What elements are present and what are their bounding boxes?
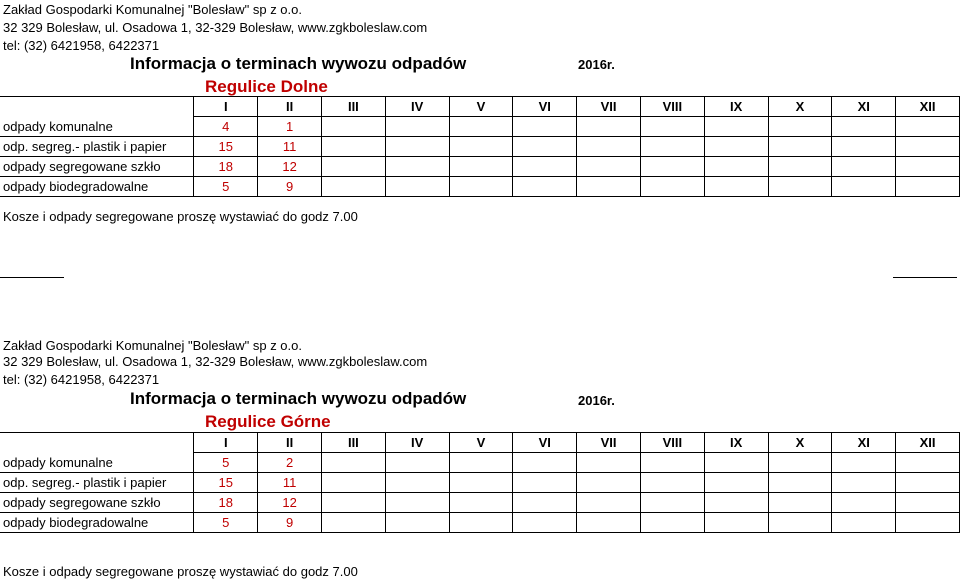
waste-type-label: odpady biodegradowalne: [0, 177, 194, 197]
month-header: V: [449, 433, 513, 453]
date-cell: [896, 513, 960, 533]
date-cell: [768, 117, 832, 137]
collection-schedule-table: [0, 96, 960, 197]
date-cell: 5: [194, 177, 258, 197]
waste-type-label: odpady komunalne: [0, 453, 194, 473]
date-cell: [768, 137, 832, 157]
date-cell: [513, 137, 577, 157]
month-header-row: [0, 433, 960, 453]
date-cell: 9: [258, 177, 322, 197]
date-cell: [832, 177, 896, 197]
waste-type-label: odpady segregowane szkło: [0, 493, 194, 513]
date-cell: [640, 473, 704, 493]
date-cell: [449, 177, 513, 197]
date-cell: [577, 513, 641, 533]
month-header: VII: [577, 433, 641, 453]
date-cell: [385, 513, 449, 533]
date-cell: [640, 177, 704, 197]
date-cell: [768, 513, 832, 533]
date-cell: [896, 177, 960, 197]
date-cell: [768, 453, 832, 473]
date-cell: [513, 453, 577, 473]
table-row: [0, 137, 960, 157]
date-cell: [577, 117, 641, 137]
cut-line-left: [0, 277, 64, 278]
month-header: VIII: [640, 433, 704, 453]
date-cell: [577, 473, 641, 493]
waste-type-label: odp. segreg.- plastik i papier: [0, 137, 194, 157]
date-cell: [385, 137, 449, 157]
date-cell: [577, 177, 641, 197]
year-label: 2016r.: [578, 393, 615, 408]
waste-type-label: odpady komunalne: [0, 117, 194, 137]
waste-type-label: odpady segregowane szkło: [0, 157, 194, 177]
month-header: XI: [832, 433, 896, 453]
date-cell: [449, 157, 513, 177]
month-header: II: [258, 433, 322, 453]
date-cell: [704, 513, 768, 533]
date-cell: 2: [258, 453, 322, 473]
company-address: 32 329 Bolesław, ul. Osadowa 1, 32-329 Bolesław, www.zgkboleslaw.com: [3, 354, 428, 369]
date-cell: [704, 117, 768, 137]
month-header: XII: [896, 97, 960, 117]
date-cell: 9: [258, 513, 322, 533]
date-cell: [321, 117, 385, 137]
place-name: Regulice Dolne: [205, 77, 328, 96]
month-header: VI: [513, 433, 577, 453]
date-cell: [768, 177, 832, 197]
month-header: III: [321, 97, 385, 117]
date-cell: [385, 453, 449, 473]
date-cell: [640, 157, 704, 177]
date-cell: [385, 493, 449, 513]
date-cell: [640, 117, 704, 137]
waste-type-label: odp. segreg.- plastik i papier: [0, 473, 194, 493]
date-cell: 18: [194, 493, 258, 513]
table-row: [0, 473, 960, 493]
month-header: IV: [385, 433, 449, 453]
header-blank-cell: [0, 433, 194, 453]
date-cell: 12: [258, 493, 322, 513]
date-cell: [449, 513, 513, 533]
date-cell: [321, 513, 385, 533]
date-cell: 4: [194, 117, 258, 137]
date-cell: [449, 493, 513, 513]
collection-note: Kosze i odpady segregowane proszę wystawiać do godz 7.00: [3, 209, 358, 224]
date-cell: [577, 453, 641, 473]
date-cell: 5: [194, 513, 258, 533]
date-cell: [832, 137, 896, 157]
date-cell: [896, 157, 960, 177]
date-cell: 15: [194, 473, 258, 493]
date-cell: [513, 117, 577, 137]
date-cell: [640, 453, 704, 473]
date-cell: [896, 453, 960, 473]
date-cell: 11: [258, 473, 322, 493]
date-cell: [832, 157, 896, 177]
date-cell: [832, 513, 896, 533]
date-cell: [449, 117, 513, 137]
date-cell: [832, 473, 896, 493]
date-cell: [640, 513, 704, 533]
date-cell: [385, 473, 449, 493]
month-header: XII: [896, 433, 960, 453]
date-cell: [768, 493, 832, 513]
date-cell: [704, 493, 768, 513]
date-cell: [704, 137, 768, 157]
date-cell: [704, 453, 768, 473]
month-header: IV: [385, 97, 449, 117]
date-cell: [896, 493, 960, 513]
date-cell: [385, 177, 449, 197]
table-row: [0, 177, 960, 197]
month-header: I: [194, 97, 258, 117]
collection-note: Kosze i odpady segregowane proszę wystawiać do godz 7.00: [3, 564, 358, 579]
date-cell: 12: [258, 157, 322, 177]
date-cell: [768, 473, 832, 493]
month-header: X: [768, 433, 832, 453]
table-row: [0, 453, 960, 473]
month-header: IX: [704, 97, 768, 117]
month-header: VI: [513, 97, 577, 117]
date-cell: [896, 137, 960, 157]
date-cell: [321, 493, 385, 513]
date-cell: [321, 137, 385, 157]
date-cell: [577, 157, 641, 177]
date-cell: [321, 473, 385, 493]
date-cell: [640, 137, 704, 157]
date-cell: [832, 453, 896, 473]
collection-schedule-table: [0, 432, 960, 533]
date-cell: [513, 177, 577, 197]
date-cell: 1: [258, 117, 322, 137]
table-row: [0, 117, 960, 137]
date-cell: 18: [194, 157, 258, 177]
company-phone: tel: (32) 6421958, 6422371: [3, 372, 160, 387]
month-header: IX: [704, 433, 768, 453]
date-cell: [832, 117, 896, 137]
date-cell: [896, 117, 960, 137]
date-cell: 5: [194, 453, 258, 473]
table-row: [0, 157, 960, 177]
date-cell: [577, 137, 641, 157]
month-header: X: [768, 97, 832, 117]
date-cell: 15: [194, 137, 258, 157]
date-cell: [321, 453, 385, 473]
cut-line-right: [893, 277, 957, 278]
page-title: Informacja o terminach wywozu odpadów: [130, 389, 467, 408]
header-blank-cell: [0, 97, 194, 117]
date-cell: [449, 137, 513, 157]
month-header: VII: [577, 97, 641, 117]
date-cell: [768, 157, 832, 177]
month-header: V: [449, 97, 513, 117]
date-cell: [449, 453, 513, 473]
month-header: I: [194, 433, 258, 453]
company-name: Zakład Gospodarki Komunalnej "Bolesław" sp z o.o.: [3, 2, 302, 17]
company-phone: tel: (32) 6421958, 6422371: [3, 38, 160, 53]
company-name: Zakład Gospodarki Komunalnej "Bolesław" sp z o.o.: [3, 338, 302, 353]
date-cell: [449, 473, 513, 493]
place-name: Regulice Górne: [205, 412, 331, 431]
date-cell: [640, 493, 704, 513]
date-cell: [385, 157, 449, 177]
date-cell: [513, 157, 577, 177]
month-header: VIII: [640, 97, 704, 117]
date-cell: [513, 493, 577, 513]
page-title: Informacja o terminach wywozu odpadów: [130, 54, 467, 73]
date-cell: [385, 117, 449, 137]
date-cell: [704, 177, 768, 197]
date-cell: [513, 513, 577, 533]
company-address: 32 329 Bolesław, ul. Osadowa 1, 32-329 Bolesław, www.zgkboleslaw.com: [3, 20, 428, 35]
table-row: [0, 493, 960, 513]
date-cell: [577, 493, 641, 513]
month-header-row: [0, 97, 960, 117]
year-label: 2016r.: [578, 57, 615, 72]
date-cell: [513, 473, 577, 493]
month-header: III: [321, 433, 385, 453]
date-cell: [321, 177, 385, 197]
date-cell: [832, 493, 896, 513]
date-cell: [704, 157, 768, 177]
month-header: II: [258, 97, 322, 117]
date-cell: [704, 473, 768, 493]
waste-type-label: odpady biodegradowalne: [0, 513, 194, 533]
table-row: [0, 513, 960, 533]
date-cell: [896, 473, 960, 493]
date-cell: [321, 157, 385, 177]
month-header: XI: [832, 97, 896, 117]
date-cell: 11: [258, 137, 322, 157]
